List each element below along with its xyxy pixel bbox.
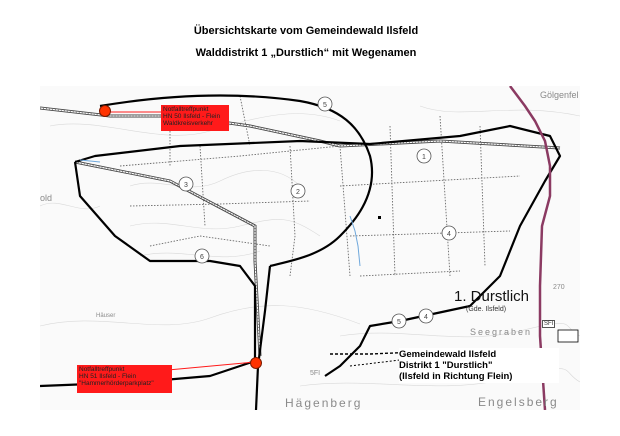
meeting-point-marker	[99, 105, 111, 117]
info-line: Distrikt 1 "Durstlich"	[399, 360, 493, 371]
callout-meeting-point-hn51	[77, 365, 172, 393]
place-label-seegraben: Seegraben	[470, 327, 533, 337]
info-line: Gemeindewald Ilsfeld	[399, 349, 497, 360]
place-label-engelsberg: Engelsberg	[478, 395, 559, 409]
map-code-label: 5FI	[310, 370, 321, 377]
info-box	[399, 348, 559, 383]
callout-line: Notfalltreffpunkt	[163, 106, 209, 113]
stand-6: 6	[200, 254, 204, 261]
elevation-label: 270	[553, 284, 565, 291]
info-line: (Ilsfeld in Richtung Flein)	[399, 371, 513, 382]
place-label-haegenberg: Hägenberg	[285, 396, 363, 410]
stand-5a: 5	[323, 102, 327, 109]
page-subtitle: Walddistrikt 1 „Durstlich“ mit Wegenamen	[195, 47, 417, 59]
callout-line: "Hammerhörderparkplatz"	[79, 380, 154, 387]
page-title: Übersichtskarte vom Gemeindewald Ilsfeld	[193, 25, 419, 37]
stand-2: 2	[296, 189, 300, 196]
callout-line: HN 51 Ilsfeld - Flein	[79, 373, 137, 380]
stand-4b: 4	[424, 314, 428, 321]
callout-line: Waldkreisverkehr	[163, 120, 213, 127]
district-sublabel: (Gde. Ilsfeld)	[466, 306, 507, 313]
callout-line: Notfalltreffpunkt	[79, 366, 125, 373]
stand-1: 1	[422, 154, 426, 161]
place-label-goelgenfeld: Gölgenfel	[540, 90, 579, 100]
meeting-point-marker	[250, 357, 262, 369]
stand-4a: 4	[447, 231, 451, 238]
stand-5b: 5	[397, 319, 401, 326]
callout-line: HN 50 Ilsfeld - Flein	[163, 113, 221, 120]
stand-3: 3	[184, 182, 188, 189]
place-label-haeuser: Häuser	[96, 313, 116, 319]
place-label-old: old	[40, 193, 53, 203]
district-label: 1. Durstlich	[454, 288, 530, 305]
callout-meeting-point-hn50	[161, 105, 229, 131]
map-code-box: SFI	[544, 321, 554, 327]
